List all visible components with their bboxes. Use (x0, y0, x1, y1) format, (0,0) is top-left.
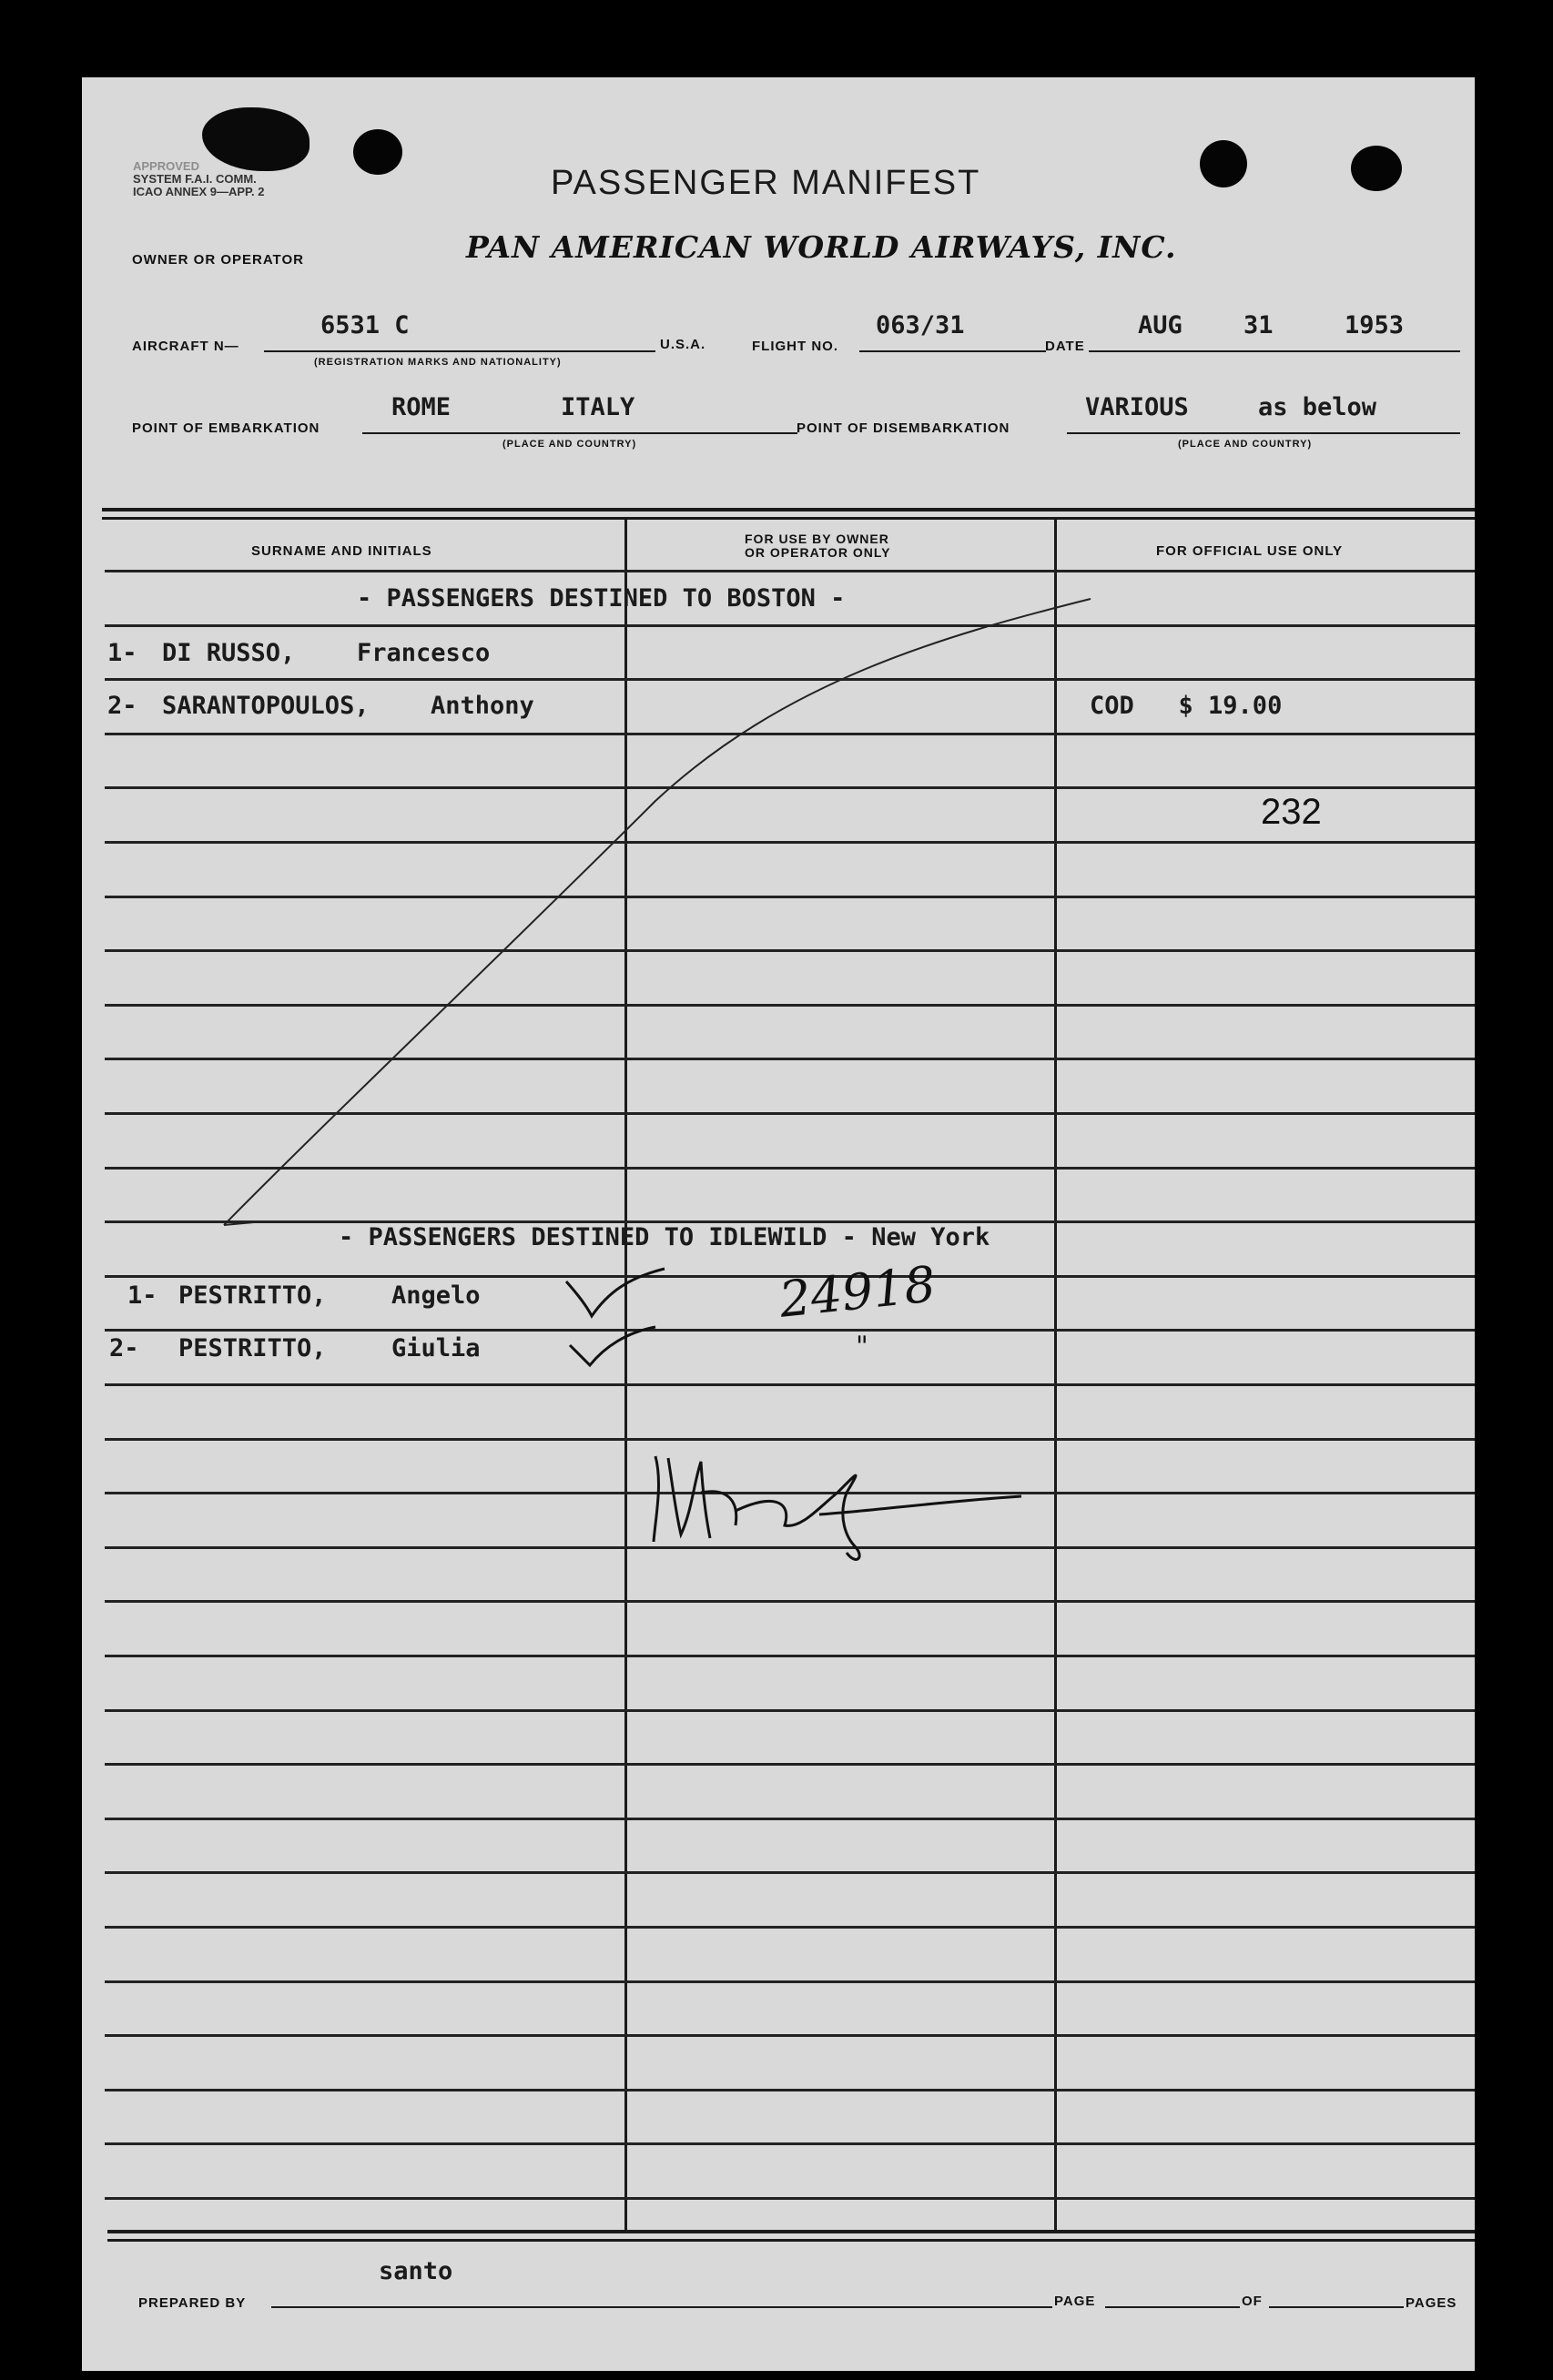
prepared-by-underline (271, 2306, 1052, 2308)
signature (654, 1456, 1021, 1559)
column-header-owner-use-1: FOR USE BY OWNER (745, 532, 889, 546)
idlewild-ditto-mark: " (856, 1331, 868, 1362)
idlewild-heading: - PASSENGERS DESTINED TO IDLEWILD - New York (339, 1223, 990, 1251)
column-header-owner-use-2: OR OPERATOR ONLY (745, 545, 891, 560)
idlewild-passenger-1-surname: PESTRITTO, (178, 1281, 327, 1310)
table-bottom-rule-1 (107, 2230, 1475, 2233)
date-year: 1953 (1345, 311, 1405, 339)
table-bottom-rule-2 (107, 2239, 1475, 2242)
date-month: AUG (1138, 311, 1183, 339)
page-title: PASSENGER MANIFEST (551, 164, 981, 202)
prepared-by-label: PREPARED BY (138, 2295, 247, 2311)
boston-passenger-1-number: 1- (107, 639, 137, 667)
flight-label: FLIGHT NO. (752, 339, 838, 354)
idlewild-passenger-1-number: 1- (127, 1281, 157, 1310)
disembarkation-note: as below (1258, 393, 1377, 421)
disembarkation-caption: (PLACE AND COUNTRY) (1178, 439, 1313, 450)
of-underline (1269, 2306, 1404, 2308)
idlewild-passenger-2-number: 2- (109, 1334, 139, 1362)
embarkation-caption: (PLACE AND COUNTRY) (502, 439, 637, 450)
boston-passenger-2-surname: SARANTOPOULOS, (162, 692, 370, 720)
owner-value: PAN AMERICAN WORLD AIRWAYS, INC. (466, 229, 1177, 265)
boston-passenger-1-given: Francesco (357, 639, 491, 667)
date-day: 31 (1243, 311, 1274, 339)
usa-label: U.S.A. (660, 337, 706, 352)
column-header-official-use: FOR OFFICIAL USE ONLY (1156, 543, 1344, 559)
date-label: DATE (1045, 339, 1085, 354)
boston-official-number: 232 (1261, 792, 1322, 832)
boston-cancel-stroke (224, 599, 1091, 1225)
idlewild-handwritten-number: 24918 (776, 1255, 939, 1329)
embarkation-city: ROME (391, 393, 452, 421)
disembarkation-label: POINT OF DISEMBARKATION (797, 420, 1010, 436)
idlewild-passenger-1-given: Angelo (391, 1281, 481, 1310)
idlewild-passenger-2-given: Giulia (391, 1334, 481, 1362)
boston-heading: - PASSENGERS DESTINED TO BOSTON - (357, 584, 846, 613)
embarkation-label: POINT OF EMBARKATION (132, 420, 320, 436)
aircraft-caption: (REGISTRATION MARKS AND NATIONALITY) (314, 357, 562, 368)
boston-passenger-2-given: Anthony (431, 692, 534, 720)
aircraft-value: 6531 C (320, 311, 410, 339)
embarkation-country: ITALY (561, 393, 635, 421)
checkmark-2 (570, 1327, 655, 1365)
pages-label: PAGES (1406, 2295, 1457, 2311)
approval-stamp: APPROVED SYSTEM F.A.I. COMM. ICAO ANNEX 9—APP. 2 (133, 159, 265, 198)
boston-cancel-tail (224, 1221, 264, 1225)
boston-passenger-1-surname: DI RUSSO, (162, 639, 296, 667)
page-underline (1105, 2306, 1240, 2308)
disembarkation-value: VARIOUS (1085, 393, 1189, 421)
owner-label: OWNER OR OPERATOR (132, 252, 304, 268)
flight-value: 063/31 (876, 311, 965, 339)
checkmark-1 (566, 1269, 665, 1316)
page-label: PAGE (1054, 2294, 1096, 2309)
aircraft-label: AIRCRAFT N— (132, 339, 239, 354)
boston-official-note: COD $ 19.00 (1090, 692, 1283, 720)
of-label: OF (1242, 2294, 1263, 2309)
idlewild-passenger-2-surname: PESTRITTO, (178, 1334, 327, 1362)
column-header-surname: SURNAME AND INITIALS (251, 543, 432, 559)
prepared-by-value: santo (379, 2257, 453, 2285)
boston-passenger-2-number: 2- (107, 692, 137, 720)
